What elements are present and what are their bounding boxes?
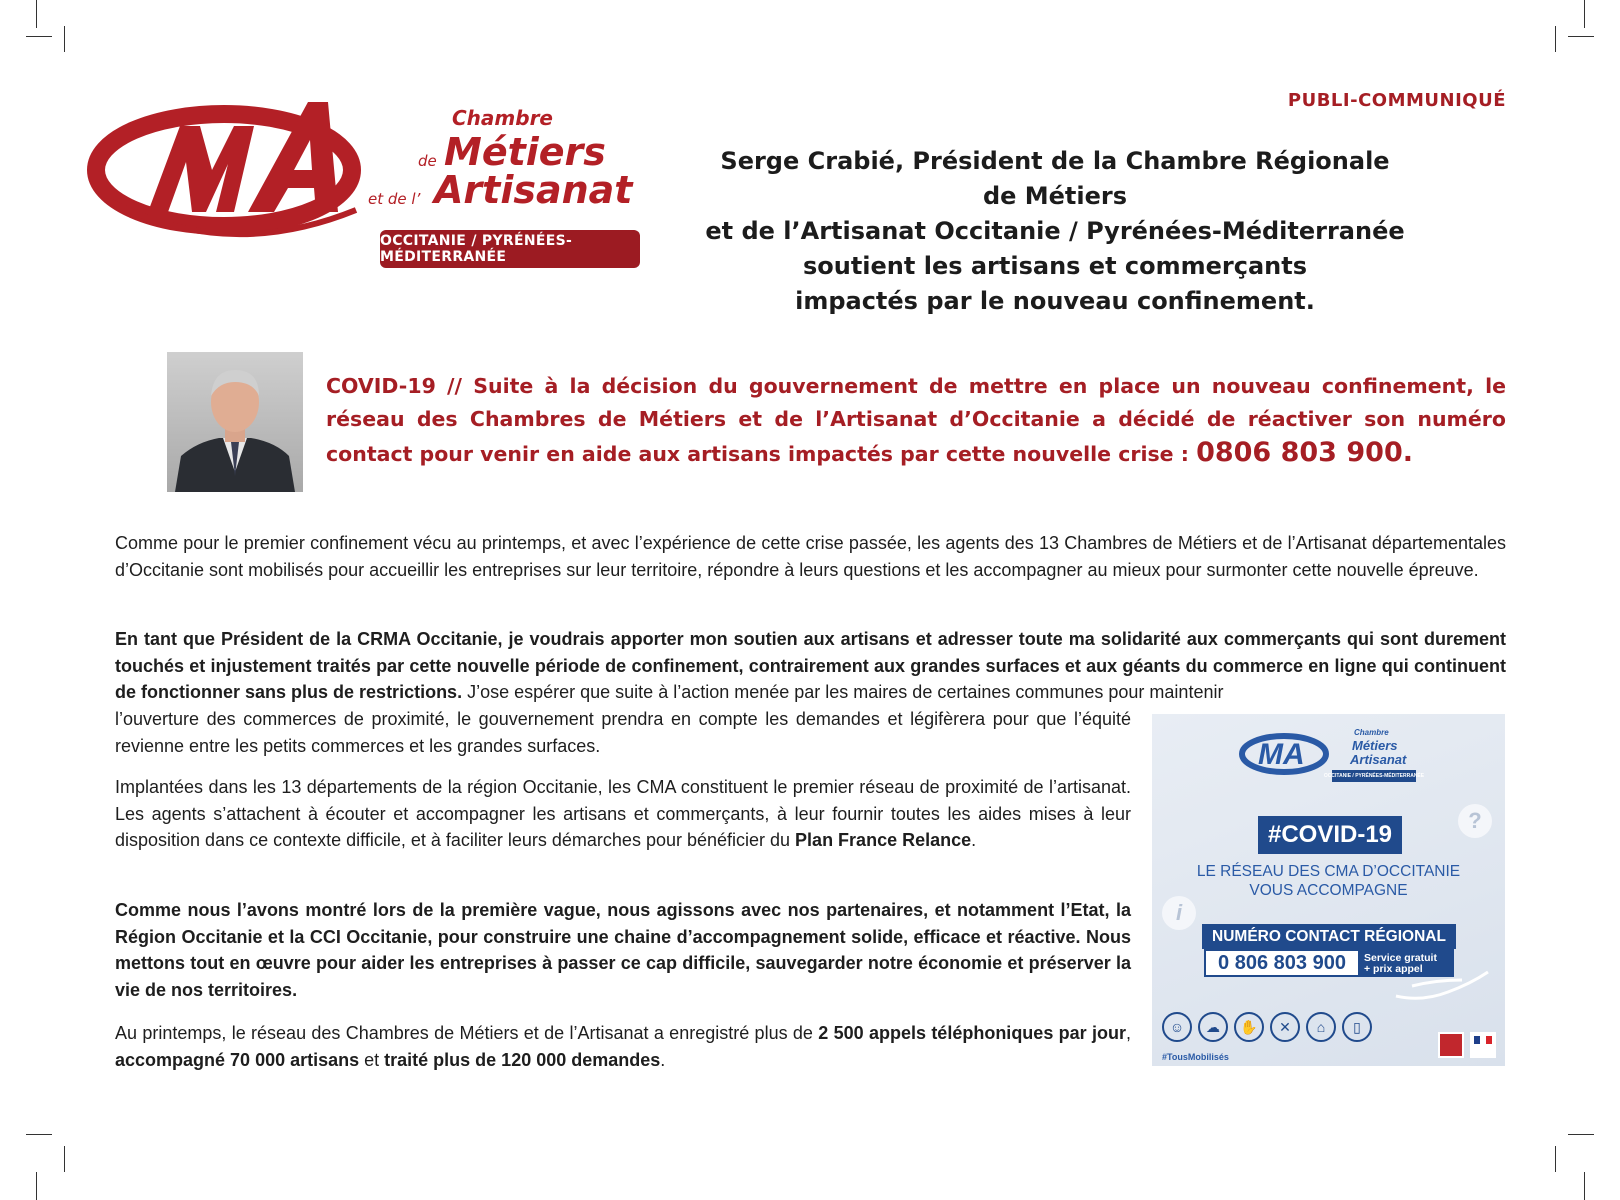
p5-e: et bbox=[359, 1049, 385, 1070]
no-handshake-icon: ✕ bbox=[1270, 1012, 1300, 1042]
headline-line: et de l’Artisanat Occitanie / Pyrénées-Méditerranée bbox=[705, 217, 1405, 245]
phone-icon: ▯ bbox=[1342, 1012, 1372, 1042]
p2-bold: En tant que Président de la CRMA Occitanie, je voudrais apporter mon soutien aux artisans et adresser toute ma solidarité aux commerçants qui sont durement touchés et injustement traités par cette nouvelle période de confinement, contrairement aux grandes surfaces et aux géants du commerce en ligne qui continuent de fonctionner sans plus de restrictions. bbox=[115, 629, 1506, 702]
cma-logo bbox=[88, 92, 648, 272]
card-subtitle bbox=[1152, 862, 1505, 900]
p5-g: . bbox=[660, 1049, 666, 1070]
logo-de: de bbox=[418, 152, 437, 170]
card-logo-chambre: Chambre bbox=[1354, 728, 1389, 737]
handwash-icon: ✋ bbox=[1234, 1012, 1264, 1042]
info-icon: i bbox=[1162, 896, 1196, 930]
crop-mark bbox=[1584, 0, 1585, 28]
crop-mark bbox=[1568, 1134, 1594, 1135]
p5-b: 2 500 appels téléphoniques par jour bbox=[818, 1023, 1126, 1043]
headline-line: soutient les artisans et commerçants bbox=[802, 252, 1308, 280]
pictogram-row bbox=[1162, 1012, 1372, 1042]
card-logo-metiers: Métiers bbox=[1352, 738, 1398, 753]
covid-info-card bbox=[1152, 714, 1505, 1066]
card-logo-band: OCCITANIE / PYRÉNÉES-MÉDITERRANÉE bbox=[1332, 770, 1416, 782]
region-logo-icon bbox=[1438, 1032, 1464, 1058]
mask-icon: ☺ bbox=[1162, 1012, 1192, 1042]
crop-mark bbox=[36, 0, 37, 28]
portrait-photo bbox=[167, 352, 303, 492]
crop-mark bbox=[1568, 36, 1594, 37]
service-note-line: + prix appel bbox=[1364, 963, 1423, 975]
lead-text: COVID-19 // Suite à la décision du gouvernement de mettre en place un nouveau confinement, le réseau des Chambres de Métiers et de l’Artisanat d’Occitanie a décidé de réactiver son numéro contact pour venir en aide aux artisans impactés par cette nouvelle crise : bbox=[326, 374, 1506, 466]
question-icon: ? bbox=[1458, 804, 1492, 838]
contact-band: NUMÉRO CONTACT RÉGIONAL bbox=[1202, 924, 1456, 949]
body-paragraph-5 bbox=[115, 1020, 1131, 1073]
crop-mark bbox=[64, 1146, 65, 1172]
stay-home-icon: ⌂ bbox=[1306, 1012, 1336, 1042]
publi-communique-label: PUBLI-COMMUNIQUÉ bbox=[1287, 90, 1506, 111]
headline-line: impactés par le nouveau confinement. bbox=[795, 287, 1315, 315]
crop-mark bbox=[1584, 1172, 1585, 1200]
headline-line: Serge Crabié, Président de la Chambre Régionale de Métiers bbox=[720, 147, 1390, 210]
crop-mark bbox=[26, 1134, 52, 1135]
headline bbox=[700, 144, 1410, 319]
body-paragraph-4 bbox=[115, 897, 1131, 1003]
p5-a: Au printemps, le réseau des Chambres de Métiers et de l’Artisanat a enregistré plus de bbox=[115, 1023, 819, 1043]
body-paragraph-2-cont: l’ouverture des commerces de proximité, le gouvernement prendra en compte les demandes et légifèrera pour que l’équité revienne entre les petits commerces et les grandes surfaces. bbox=[115, 709, 1131, 756]
p5-c: , bbox=[1126, 1023, 1132, 1043]
logo-chambre: Chambre bbox=[452, 106, 553, 130]
crop-mark bbox=[64, 26, 65, 52]
p4-bold: Comme nous l’avons montré lors de la première vague, nous agissons avec nos partenaires, et notamment l’Etat, la Région Occitanie et la CCI Occitanie, pour construire une chaine d’accompagnement solide, efficace et réactive. Nous mettons tout en œuvre pour aider les entreprises à passer ce cap difficile, sauvegarder notre économie et préserver la vie de nos territoires. bbox=[115, 900, 1131, 1000]
logo-etdel: et de l’ bbox=[368, 190, 421, 208]
crop-mark bbox=[1555, 1146, 1556, 1172]
sneeze-icon: ☁ bbox=[1198, 1012, 1228, 1042]
logo-artisanat: Artisanat bbox=[434, 168, 633, 212]
p2-regular: J’ose espérer que suite à l’action menée par les maires de certaines communes pour maintenir bbox=[462, 682, 1224, 702]
republic-logo-icon bbox=[1470, 1032, 1496, 1058]
p5-f: traité plus de 120 000 demandes bbox=[384, 1049, 661, 1070]
crop-mark bbox=[1555, 26, 1556, 52]
hashtag: #TousMobilisés bbox=[1162, 1052, 1229, 1062]
p3-end: . bbox=[971, 830, 977, 850]
logo-region-band: OCCITANIE / PYRÉNÉES-MÉDITERRANÉE bbox=[380, 230, 640, 268]
p3-regular: Implantées dans les 13 départements de la région Occitanie, les CMA constituent le premier réseau de proximité de l’artisanat. Les agents s’attachent à écouter et accompagner les artisans et commerçants, à leur fournir toutes les aides mises à leur disposition dans ce contexte difficile, et à faciliter leurs démarches pour bénéficier du bbox=[115, 777, 1131, 850]
lead-phone: 0806 803 900. bbox=[1196, 437, 1413, 468]
card-subtitle-line: VOUS ACCOMPAGNE bbox=[1249, 882, 1408, 899]
card-logo-artisanat: Artisanat bbox=[1350, 752, 1407, 767]
card-subtitle-line: LE RÉSEAU DES CMA D’OCCITANIE bbox=[1196, 863, 1461, 880]
service-note-line: Service gratuit bbox=[1364, 952, 1437, 964]
crop-mark bbox=[26, 36, 52, 37]
lead-paragraph bbox=[326, 370, 1506, 471]
body-paragraph-3 bbox=[115, 774, 1131, 854]
crop-mark bbox=[36, 1172, 37, 1200]
covid-tag: #COVID-19 bbox=[1258, 816, 1402, 854]
person-portrait-icon bbox=[167, 352, 303, 492]
cma-mini-emblem-icon bbox=[1238, 724, 1334, 780]
hand-icon bbox=[1392, 966, 1492, 1006]
p5-d: accompagné 70 000 artisans bbox=[115, 1049, 360, 1070]
p3-bold: Plan France Relance bbox=[795, 830, 972, 850]
contact-number: 0 806 803 900 bbox=[1218, 951, 1346, 974]
body-paragraph-2 bbox=[115, 626, 1506, 706]
body-paragraph-1: Comme pour le premier confinement vécu au printemps, et avec l’expérience de cette crise passée, les agents des 13 Chambres de Métiers et de l’Artisanat départementales d’Occitanie sont mobilisés pour accueillir les entreprises sur leur territoire, répondre à leurs questions et les accompagner au mieux pour surmonter cette nouvelle épreuve. bbox=[115, 533, 1506, 580]
svg-text:MA: MA bbox=[1258, 738, 1305, 771]
logo-metiers: Métiers bbox=[444, 130, 606, 174]
cma-emblem-icon bbox=[88, 92, 368, 242]
